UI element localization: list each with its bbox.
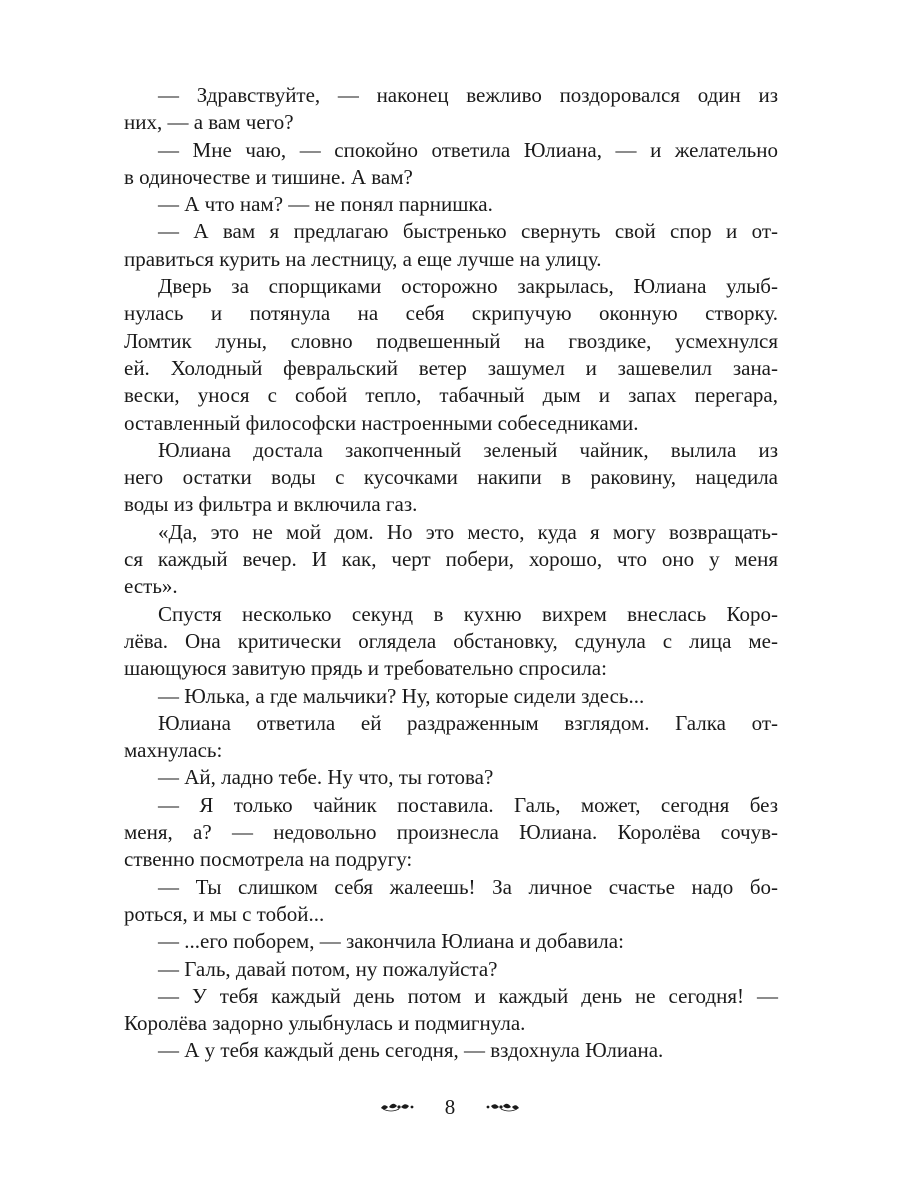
text-line: — Я только чайник поставила. Галь, может, сегодня без — [158, 792, 778, 817]
text-line: меня, а? — недовольно произнесла Юлиана. Королёва сочув- — [124, 820, 778, 845]
text-line: — Мне чаю, — спокойно ответила Юлиана, — и желательно — [158, 137, 778, 162]
text-line: — Ты слишком себя жалеешь! За личное счастье надо бо- — [158, 874, 778, 899]
text-line: Дверь за спорщиками осторожно закрылась, Юлиана улыб- — [158, 274, 778, 299]
text-line: шающуюся завитую прядь и требовательно спросила: — [124, 656, 607, 681]
text-line: нулась и потянула на себя скрипучую оконную створку. — [124, 301, 778, 326]
text-line: ей. Холодный февральский ветер зашумел и зашевелил зана- — [124, 355, 778, 380]
floral-ornament-left-icon — [379, 1100, 415, 1114]
page-footer — [0, 1094, 900, 1120]
text-line: лёва. Она критически оглядела обстановку, сдунула с лица ме- — [124, 628, 778, 653]
text-line: в одиночестве и тишине. А вам? — [124, 164, 413, 189]
text-line: — А у тебя каждый день сегодня, — вздохнула Юлиана. — [158, 1038, 664, 1063]
text-line: правиться курить на лестницу, а еще лучше на улицу. — [124, 246, 602, 271]
text-line: Юлиана ответила ей раздраженным взглядом. Галка от- — [158, 710, 778, 735]
text-line: — ...его поборем, — закончила Юлиана и добавила: — [158, 929, 624, 954]
text-line: ственно посмотрела на подругу: — [124, 847, 413, 872]
text-line: него остатки воды с кусочками накипи в раковину, нацедила — [124, 465, 778, 490]
text-line: них, — а вам чего? — [124, 110, 294, 135]
text-line: — Юлька, а где мальчики? Ну, которые сидели здесь... — [158, 683, 645, 708]
text-line: — У тебя каждый день потом и каждый день не сегодня! — — [158, 983, 778, 1008]
text-line: — А вам я предлагаю быстренько свернуть свой спор и от- — [158, 219, 778, 244]
text-line: «Да, это не мой дом. Но это место, куда я могу возвращать- — [158, 519, 778, 544]
text-line: оставленный философски настроенными собеседниками. — [124, 410, 639, 435]
text-line: ся каждый вечер. И как, черт побери, хорошо, что оно у меня — [124, 547, 778, 572]
text-line: воды из фильтра и включила газ. — [124, 492, 418, 517]
page-number: 8 — [444, 1095, 456, 1119]
text-line: есть». — [124, 574, 178, 599]
text-line: роться, и мы с тобой... — [124, 901, 325, 926]
text-line: Спустя несколько секунд в кухню вихрем внеслась Коро- — [158, 601, 778, 626]
floral-ornament-right-icon — [485, 1100, 521, 1114]
text-line: махнулась: — [124, 738, 223, 763]
text-line: — А что нам? — не понял парнишка. — [158, 192, 493, 217]
text-line: вески, унося с собой тепло, табачный дым и запах перегара, — [124, 383, 778, 408]
book-page-text — [124, 82, 778, 1065]
text-line: — Ай, ладно тебе. Ну что, ты готова? — [158, 765, 494, 790]
text-line: Королёва задорно улыбнулась и подмигнула. — [124, 1011, 526, 1036]
text-line: — Здравствуйте, — наконец вежливо поздоровался один из — [158, 83, 778, 107]
text-line: Юлиана достала закопченный зеленый чайник, вылила из — [158, 437, 778, 462]
text-line: Ломтик луны, словно подвешенный на гвоздике, усмехнулся — [124, 328, 778, 353]
text-line: — Галь, давай потом, ну пожалуйста? — [158, 956, 498, 981]
